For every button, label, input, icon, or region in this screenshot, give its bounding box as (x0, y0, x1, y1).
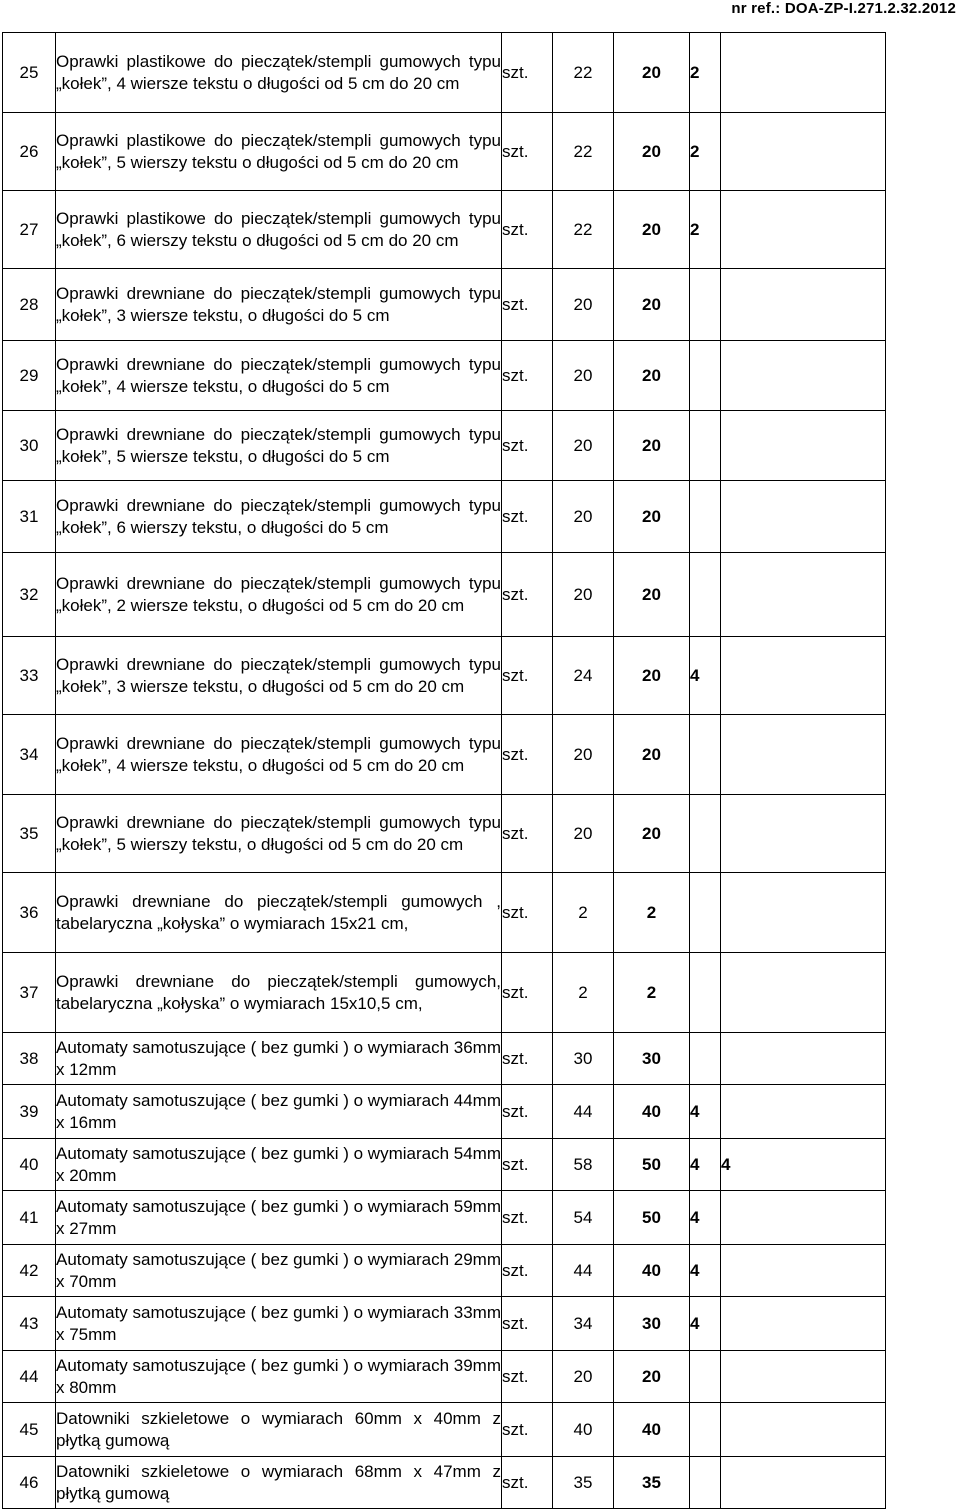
quantity-extra (690, 1403, 721, 1457)
quantity-total: 20 (553, 269, 614, 341)
quantity-extra-2 (721, 33, 886, 113)
quantity-extra-2 (721, 1297, 886, 1351)
table-row (3, 1351, 886, 1403)
quantity-extra (690, 715, 721, 795)
quantity-main: 20 (614, 795, 690, 873)
item-description: Automaty samotuszujące ( bez gumki ) o wymiarach 39mm x 80mm (56, 1351, 502, 1403)
quantity-extra (690, 269, 721, 341)
item-description: Oprawki drewniane do pieczątek/stempli gumowych typu „kołek”, 3 wiersze tekstu, o długości od 5 cm do 20 cm (56, 637, 502, 715)
quantity-extra (690, 341, 721, 411)
row-number: 44 (3, 1351, 56, 1403)
quantity-extra-2 (721, 341, 886, 411)
row-number: 25 (3, 33, 56, 113)
quantity-main: 30 (614, 1297, 690, 1351)
quantity-total: 22 (553, 33, 614, 113)
row-number: 34 (3, 715, 56, 795)
quantity-total: 44 (553, 1085, 614, 1139)
unit-cell: szt. (502, 1351, 553, 1403)
table-row (3, 341, 886, 411)
row-number: 42 (3, 1245, 56, 1297)
item-description: Automaty samotuszujące ( bez gumki ) o wymiarach 44mm x 16mm (56, 1085, 502, 1139)
quantity-total: 20 (553, 411, 614, 481)
item-description: Oprawki plastikowe do pieczątek/stempli gumowych typu „kołek”, 4 wiersze tekstu o długości od 5 cm do 20 cm (56, 33, 502, 113)
quantity-extra-2 (721, 553, 886, 637)
quantity-total: 2 (553, 873, 614, 953)
item-description: Oprawki drewniane do pieczątek/stempli gumowych typu „kołek”, 3 wiersze tekstu, o długości do 5 cm (56, 269, 502, 341)
table-row (3, 411, 886, 481)
quantity-total: 20 (553, 1351, 614, 1403)
row-number: 35 (3, 795, 56, 873)
quantity-main: 20 (614, 411, 690, 481)
quantity-main: 20 (614, 341, 690, 411)
items-table (2, 32, 886, 1509)
unit-cell: szt. (502, 553, 553, 637)
document-reference: nr ref.: DOA-ZP-I.271.2.32.2012 (731, 0, 956, 17)
unit-cell: szt. (502, 269, 553, 341)
quantity-extra-2 (721, 953, 886, 1033)
item-description: Oprawki drewniane do pieczątek/stempli gumowych typu „kołek”, 5 wiersze tekstu, o długości do 5 cm (56, 411, 502, 481)
quantity-main: 40 (614, 1085, 690, 1139)
quantity-main: 35 (614, 1457, 690, 1509)
quantity-extra-2 (721, 715, 886, 795)
quantity-total: 2 (553, 953, 614, 1033)
table-row (3, 1245, 886, 1297)
table-row (3, 1297, 886, 1351)
quantity-total: 24 (553, 637, 614, 715)
row-number: 39 (3, 1085, 56, 1139)
unit-cell: szt. (502, 113, 553, 191)
quantity-extra-2 (721, 269, 886, 341)
table-row (3, 481, 886, 553)
quantity-extra (690, 1033, 721, 1085)
quantity-main: 20 (614, 637, 690, 715)
table-row (3, 953, 886, 1033)
unit-cell: szt. (502, 715, 553, 795)
item-description: Datowniki szkieletowe o wymiarach 68mm x 47mm z płytką gumową (56, 1457, 502, 1509)
quantity-extra: 2 (690, 191, 721, 269)
table-row (3, 795, 886, 873)
quantity-main: 20 (614, 113, 690, 191)
table-row (3, 1033, 886, 1085)
quantity-total: 44 (553, 1245, 614, 1297)
quantity-extra-2 (721, 1403, 886, 1457)
item-description: Oprawki drewniane do pieczątek/stempli gumowych typu „kołek”, 2 wiersze tekstu, o długości od 5 cm do 20 cm (56, 553, 502, 637)
quantity-total: 20 (553, 715, 614, 795)
quantity-main: 2 (614, 953, 690, 1033)
quantity-total: 34 (553, 1297, 614, 1351)
table-row (3, 1085, 886, 1139)
unit-cell: szt. (502, 481, 553, 553)
unit-cell: szt. (502, 637, 553, 715)
row-number: 37 (3, 953, 56, 1033)
row-number: 45 (3, 1403, 56, 1457)
table-row (3, 269, 886, 341)
quantity-main: 40 (614, 1245, 690, 1297)
quantity-extra-2: 4 (721, 1139, 886, 1191)
quantity-extra: 4 (690, 1139, 721, 1191)
quantity-extra-2 (721, 1033, 886, 1085)
unit-cell: szt. (502, 1297, 553, 1351)
quantity-extra: 2 (690, 113, 721, 191)
quantity-extra-2 (721, 1191, 886, 1245)
quantity-main: 20 (614, 33, 690, 113)
table-row (3, 873, 886, 953)
quantity-main: 20 (614, 715, 690, 795)
unit-cell: szt. (502, 873, 553, 953)
row-number: 27 (3, 191, 56, 269)
quantity-extra: 4 (690, 1191, 721, 1245)
item-description: Automaty samotuszujące ( bez gumki ) o wymiarach 36mm x 12mm (56, 1033, 502, 1085)
quantity-extra (690, 1457, 721, 1509)
quantity-extra: 4 (690, 1085, 721, 1139)
item-description: Automaty samotuszujące ( bez gumki ) o wymiarach 54mm x 20mm (56, 1139, 502, 1191)
quantity-extra-2 (721, 1351, 886, 1403)
quantity-extra-2 (721, 191, 886, 269)
row-number: 29 (3, 341, 56, 411)
quantity-extra (690, 481, 721, 553)
unit-cell: szt. (502, 1191, 553, 1245)
item-description: Datowniki szkieletowe o wymiarach 60mm x 40mm z płytką gumową (56, 1403, 502, 1457)
quantity-extra: 4 (690, 1245, 721, 1297)
unit-cell: szt. (502, 411, 553, 481)
row-number: 26 (3, 113, 56, 191)
table-row (3, 113, 886, 191)
item-description: Automaty samotuszujące ( bez gumki ) o wymiarach 33mm x 75mm (56, 1297, 502, 1351)
table-row (3, 1457, 886, 1509)
item-description: Oprawki drewniane do pieczątek/stempli gumowych typu „kołek”, 5 wierszy tekstu, o długości od 5 cm do 20 cm (56, 795, 502, 873)
items-table-body (3, 33, 886, 1509)
quantity-total: 35 (553, 1457, 614, 1509)
quantity-main: 20 (614, 269, 690, 341)
table-row (3, 715, 886, 795)
quantity-extra (690, 795, 721, 873)
unit-cell: szt. (502, 341, 553, 411)
row-number: 32 (3, 553, 56, 637)
table-row (3, 1139, 886, 1191)
quantity-extra-2 (721, 1457, 886, 1509)
item-description: Oprawki drewniane do pieczątek/stempli gumowych typu „kołek”, 4 wiersze tekstu, o długości od 5 cm do 20 cm (56, 715, 502, 795)
quantity-total: 40 (553, 1403, 614, 1457)
item-description: Oprawki plastikowe do pieczątek/stempli gumowych typu „kołek”, 6 wierszy tekstu o długości od 5 cm do 20 cm (56, 191, 502, 269)
unit-cell: szt. (502, 1245, 553, 1297)
quantity-total: 30 (553, 1033, 614, 1085)
item-description: Oprawki drewniane do pieczątek/stempli gumowych typu „kołek”, 4 wiersze tekstu, o długości do 5 cm (56, 341, 502, 411)
row-number: 40 (3, 1139, 56, 1191)
item-description: Automaty samotuszujące ( bez gumki ) o wymiarach 29mm x 70mm (56, 1245, 502, 1297)
unit-cell: szt. (502, 1403, 553, 1457)
quantity-extra-2 (721, 637, 886, 715)
quantity-total: 22 (553, 113, 614, 191)
quantity-extra (690, 953, 721, 1033)
quantity-extra (690, 411, 721, 481)
quantity-main: 40 (614, 1403, 690, 1457)
row-number: 43 (3, 1297, 56, 1351)
quantity-extra-2 (721, 481, 886, 553)
quantity-main: 20 (614, 191, 690, 269)
row-number: 28 (3, 269, 56, 341)
quantity-extra-2 (721, 1085, 886, 1139)
quantity-extra-2 (721, 795, 886, 873)
quantity-main: 50 (614, 1139, 690, 1191)
quantity-main: 20 (614, 553, 690, 637)
quantity-extra-2 (721, 411, 886, 481)
quantity-main: 30 (614, 1033, 690, 1085)
row-number: 46 (3, 1457, 56, 1509)
quantity-extra (690, 1351, 721, 1403)
table-row (3, 637, 886, 715)
quantity-extra (690, 553, 721, 637)
item-description: Oprawki drewniane do pieczątek/stempli gumowych, tabelaryczna „kołyska” o wymiarach 15x10,5 cm, (56, 953, 502, 1033)
row-number: 38 (3, 1033, 56, 1085)
table-row (3, 1403, 886, 1457)
table-row (3, 33, 886, 113)
quantity-total: 58 (553, 1139, 614, 1191)
item-description: Oprawki drewniane do pieczątek/stempli gumowych , tabelaryczna „kołyska” o wymiarach 15x21 cm, (56, 873, 502, 953)
unit-cell: szt. (502, 191, 553, 269)
quantity-extra: 4 (690, 1297, 721, 1351)
table-row (3, 553, 886, 637)
item-description: Oprawki plastikowe do pieczątek/stempli gumowych typu „kołek”, 5 wierszy tekstu o długości od 5 cm do 20 cm (56, 113, 502, 191)
quantity-main: 20 (614, 1351, 690, 1403)
quantity-main: 20 (614, 481, 690, 553)
quantity-extra (690, 873, 721, 953)
quantity-total: 20 (553, 795, 614, 873)
unit-cell: szt. (502, 1085, 553, 1139)
quantity-total: 20 (553, 341, 614, 411)
quantity-extra-2 (721, 873, 886, 953)
row-number: 30 (3, 411, 56, 481)
quantity-extra-2 (721, 113, 886, 191)
quantity-total: 20 (553, 553, 614, 637)
quantity-total: 54 (553, 1191, 614, 1245)
unit-cell: szt. (502, 1033, 553, 1085)
unit-cell: szt. (502, 33, 553, 113)
table-row (3, 1191, 886, 1245)
item-description: Automaty samotuszujące ( bez gumki ) o wymiarach 59mm x 27mm (56, 1191, 502, 1245)
quantity-main: 50 (614, 1191, 690, 1245)
row-number: 36 (3, 873, 56, 953)
unit-cell: szt. (502, 953, 553, 1033)
row-number: 41 (3, 1191, 56, 1245)
row-number: 31 (3, 481, 56, 553)
table-row (3, 191, 886, 269)
unit-cell: szt. (502, 1457, 553, 1509)
quantity-extra-2 (721, 1245, 886, 1297)
quantity-total: 20 (553, 481, 614, 553)
unit-cell: szt. (502, 1139, 553, 1191)
quantity-extra: 2 (690, 33, 721, 113)
row-number: 33 (3, 637, 56, 715)
item-description: Oprawki drewniane do pieczątek/stempli gumowych typu „kołek”, 6 wierszy tekstu, o długości do 5 cm (56, 481, 502, 553)
unit-cell: szt. (502, 795, 553, 873)
quantity-extra: 4 (690, 637, 721, 715)
quantity-total: 22 (553, 191, 614, 269)
quantity-main: 2 (614, 873, 690, 953)
